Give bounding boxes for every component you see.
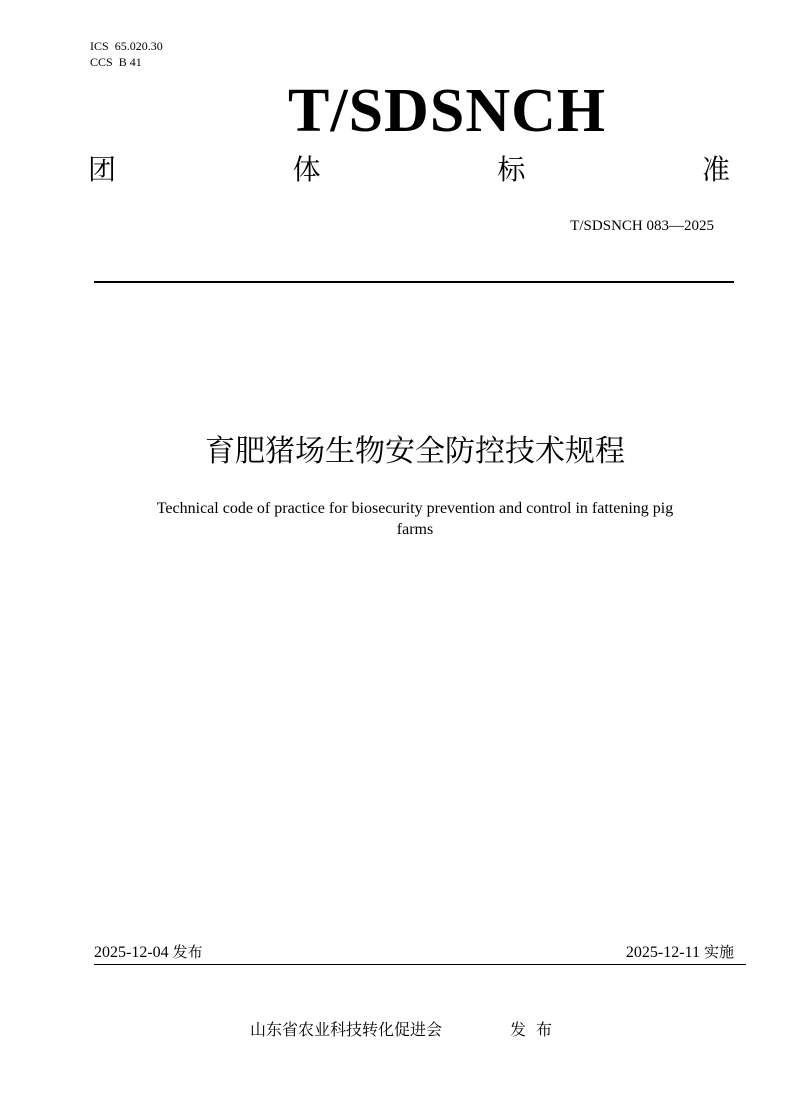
title-chinese: 育肥猪场生物安全防控技术规程 xyxy=(205,434,625,469)
publish-date xyxy=(94,942,203,963)
standard-type-char: 体 xyxy=(292,153,321,186)
publish-date-label: 发布 xyxy=(172,943,203,961)
header-divider xyxy=(94,281,734,283)
title-english-line: Technical code of practice for biosecurity prevention and control in fattening pig xyxy=(156,500,674,517)
title-english-line: farms xyxy=(396,521,434,538)
ccs-code: B 41 xyxy=(118,55,142,69)
classification-codes xyxy=(90,38,163,70)
effective-date-value: 2025-12-11 xyxy=(625,944,700,961)
ccs-line xyxy=(90,54,163,70)
effective-date-label: 实施 xyxy=(703,943,734,961)
standard-type xyxy=(88,152,730,188)
ics-line xyxy=(90,38,163,54)
standard-number: T/SDSNCH 083—2025 xyxy=(570,218,714,234)
standard-type-char: 团 xyxy=(88,153,117,186)
standard-type-char: 准 xyxy=(701,153,730,186)
publish-date-value: 2025-12-04 xyxy=(94,944,169,961)
organization-code: T/SDSNCH xyxy=(288,77,607,145)
footer-divider xyxy=(94,964,746,965)
issuer-name: 山东省农业科技转化促进会 xyxy=(250,1020,443,1039)
title-english xyxy=(90,498,740,540)
issuer-action: 发布 xyxy=(510,1020,563,1039)
ics-label: ICS xyxy=(90,39,109,53)
effective-date xyxy=(626,942,734,963)
ics-code: 65.020.30 xyxy=(114,39,163,53)
ccs-label: CCS xyxy=(90,55,113,69)
standard-type-char: 标 xyxy=(497,153,526,186)
